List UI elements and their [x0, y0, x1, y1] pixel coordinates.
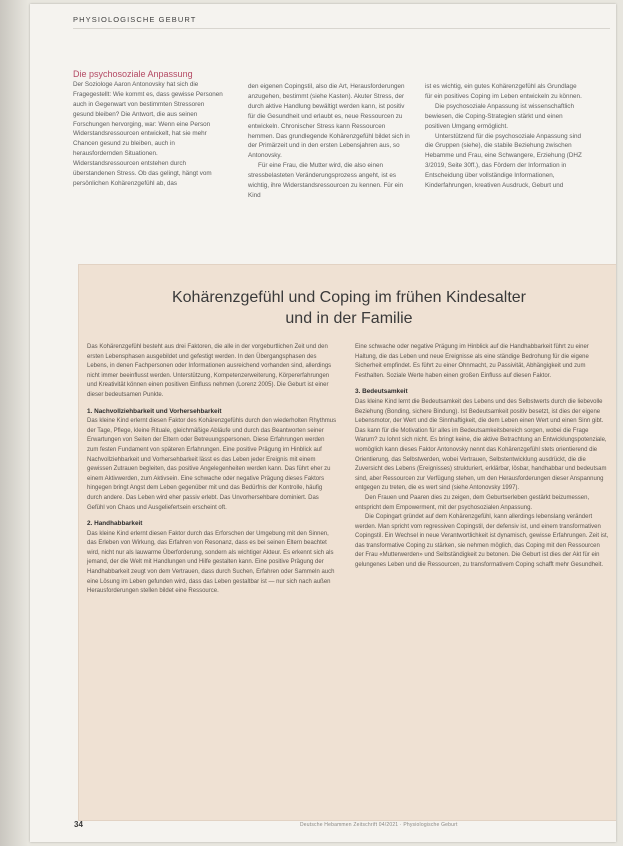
article-heading: Die psychosoziale Anpassung	[73, 69, 193, 79]
box-right-column	[355, 343, 609, 571]
info-box-title-line1: Kohärenzgefühl und Coping im frühen Kindesalter	[171, 289, 526, 306]
article-column-3	[425, 82, 585, 191]
info-box	[78, 264, 616, 821]
box-para-1: Das kleine Kind erlernt diesen Faktor des Kohärenzgefühls durch den wiederholten Rhythmus der Tage, Pflege, kleine Rituale, gleichmäßige Abläufe und durch das Beantworten seiner Erwartungen von Seiten der Eltern oder Betreuungspersonen. Diese Erfahrungen werden zum festen Fundament von späteren Erfahrungen. Eine positive Prägung im Hinblick auf Nachvollziehbarkeit und Vorhersehbarkeit lässt es das Leben jeder Ereignis mit einem gewissen Zutrauen begleiten, das positive Angelegenheiten werden kann. Das führt eher zu einem Aktivwerden, zum Aktivsein. Eine schwache oder negative Prägung dieses Faktors hingegen bringt Angst dem Leben gegenüber mit und das Bedürfnis der Kontrolle, häufig durch andere. Das Leben wird eher passiv erlebt. Das Unvorhersehbare dominiert. Das Gefühl von Chaos und Ausgeliefertsein erscheint oft.	[87, 418, 337, 511]
header-divider	[73, 28, 610, 29]
article-col3-para3: Unterstützend für die psychosoziale Anpassung sind die Gruppen (siehe), die stabile Beziehung zwischen Hebamme und Frau, eine Schwangere, Erziehung (DHZ 3/2019, Seite 30ff.), das Fördern der Information in Entscheidung über vollständige Informationen, Kinderfahrungen, kreativen Ausdruck, Geburt und	[425, 132, 582, 190]
article-col2-para1: den eigenen Copingstil, also die Art, Herausforderungen anzugehen, bestimmt (siehe Kasten). Akuter Stress, der durch aktive Handlung bewältigt werden kann, ist positiv für die Gesundheit und erlaubt es, neue Ressourcen zu entwickeln. Chronischer Stress kann Ressourcen hemmen. Das grundlegende Kohärenzgefühl bildet sich in der Primärzeit und in den ersten Lebensjahren aus, so Antonovsky.	[248, 83, 410, 160]
box-para-4: Den Frauen und Paaren dies zu zeigen, dem Geburtserleben gestärkt beizumessen, entspricht dem Empowerment, mit der psychosozialen Anpassung.	[355, 494, 590, 511]
article-col3-para1: ist es wichtig, ein gutes Kohärenzgefühl als Grundlage für ein positives Coping im Leben entwickeln zu können.	[425, 83, 582, 100]
box-heading-2: 2. Handhabbarkeit	[87, 520, 143, 528]
box-para-2: Das kleine Kind erlernt diesen Faktor durch das Erforschen der Umgebung mit den Sinnen, das Erleben von Wirkung, das Erfahren von Resonanz, dass es bei seinen Eltern beachtet wird, nicht nur als lauwarme Überforderung, sondern als wichtiger Akteur. Es erkennt sich als jemand, der die Welt mit Handlungen und Hilfe gestalten kann. Eine positive Prägung der Handhabbarkeit zeugt von dem Vertrauen, dass durch Suchen, Erfahren oder Sammeln auch eine Lösung im Leben gefunden wird, dass das Leben gestaltbar ist — nur sich nach außen Herausforderungen stellen bildet eine Ressource.	[87, 530, 335, 595]
article-col3-para2: Die psychosoziale Anpassung ist wissenschaftlich bewiesen, die Coping-Strategien stärkt und einen positiven Umgang ermöglicht.	[425, 102, 574, 130]
box-intro: Das Kohärenzgefühl besteht aus drei Faktoren, die alle in der vorgeburtlichen Zeit und den ersten Lebensphasen ausgebildet und gefestigt werden. In den Übergangsphasen des Lebens, in denen Fachpersonen oder Informationen ausreichend vorhanden sind, allerdings nicht immer beeinflusst werden. Unterstützung, Kompetenzerweiterung, Körpererfahrungen und Kreativität können einen positiven Einfluss nehmen (Lorenz 2005). Die Geburt ist einer dieser bedeutsamen Punkte.	[87, 344, 332, 398]
box-right-intro: Eine schwache oder negative Prägung im Hinblick auf die Handhabbarkeit führt zu einer Haltung, die das Leben und neue Ereignisse als eine ständige Bedrohung für die eigene Sicherheit empfindet. Es führt zu einer Ohnmacht, zu Passivität, Abhängigkeit und zum Festhalten. Soziale Werte haben einen großen Einfluss auf diesen Faktor.	[355, 344, 589, 379]
article-column-2	[248, 82, 410, 201]
article-col2-para2: Für eine Frau, die Mutter wird, die also einen stressbelasteten Veränderungsprozess angeht, ist es wichtig, ihre Widerstandsressourcen zu kennen. Für ein Kind	[248, 162, 404, 199]
article-column-1	[73, 70, 225, 189]
box-left-column	[87, 343, 337, 597]
article-col1-text: Der Soziologe Aaron Antonovsky hat sich die Fragegestellt: Wie kommt es, dass gewisse Personen auch in Gegenwart von bestimmten Stressoren gesund bleiben? Die Antwort, die aus seinen Forschungen hervorging, war: Wenn eine Person Widerstandsressourcen entwickelt, hat sie mehr Chancen gesund zu bleiben, auch in herausfordernden Situationen. Widerstandsressourcen entstehen durch überstandenen Stress. Ob das gelingt, hängt vom persönlichen Kohärenzgefühl ab, das	[73, 80, 223, 187]
box-heading-3: 3. Bedeutsamkeit	[355, 388, 408, 396]
box-heading-1: 1. Nachvollziehbarkeit und Vorhersehbarkeit	[87, 407, 222, 415]
info-box-title	[79, 287, 616, 329]
section-header: PHYSIOLOGISCHE GEBURT	[73, 15, 197, 24]
box-para-5: Die Copingart gründet auf dem Kohärenzgefühl, kann allerdings lebenslang verändert werden. Man spricht vom regressiven Copingstil, der defensiv ist, und einem transformativen Copingstil. Ein Wechsel in neue Verantwortlichkeit ist dynamisch, gewisse Erfahrungen. Zeit ist, das transformative Coping zu stärken, sie nehmen möglich, das Coping mit den Ressourcen der Frau «Mutterwerden» und Selbständigkeit zu betonen. Die Geburt ist dies der Akt für ein gelungenes Leben und die Ressourcen, zu transformativem Coping schafft mehr Gesundheit.	[355, 514, 609, 569]
magazine-page	[30, 4, 616, 842]
info-box-title-line2: und in der Familie	[285, 310, 413, 327]
page-gutter-shadow	[0, 0, 28, 846]
page-number: 34	[74, 820, 83, 829]
box-para-3: Das kleine Kind lernt die Bedeutsamkeit des Lebens und des Selbstwerts durch die liebevolle Beziehung (Bonding, sichere Bindung). Ist Bedeutsamkeit positiv besetzt, ist dies der eigene Lebensmotor, der Wert und die Sinnhaftigkeit, die dem Leben einen Wert und einen Sinn gibt. Das kann für die Motivation für alles im Bedeutsamkeitsbereich sorgen, wobei die Frage Warum? zu lohnt sich nicht. Es bringt keine, die aktive Betrachtung an Entwicklungspotenziale, womöglich kann dieses Faktor Antonovsky nennt das Kohärenzgefühl stets orientierend die Orientierung, das Selbstwerden, wobei Vertrauen, Selbstentwicklung ausdrückt, die die Zuversicht des Lebens (Ereignisses) strukturiert, erklärbar, lösbar, handhabbar und bedeutsam sind, aber Ressourcen zur Verfügung stehen, um den Herausforderungen dieser Anspannung entgegen zu treten, die es wert sind (siehe Antonovsky 1997).	[355, 398, 607, 492]
footer-source: Deutsche Hebammen Zeitschrift 04/2021 · Physiologische Geburt	[300, 822, 458, 828]
